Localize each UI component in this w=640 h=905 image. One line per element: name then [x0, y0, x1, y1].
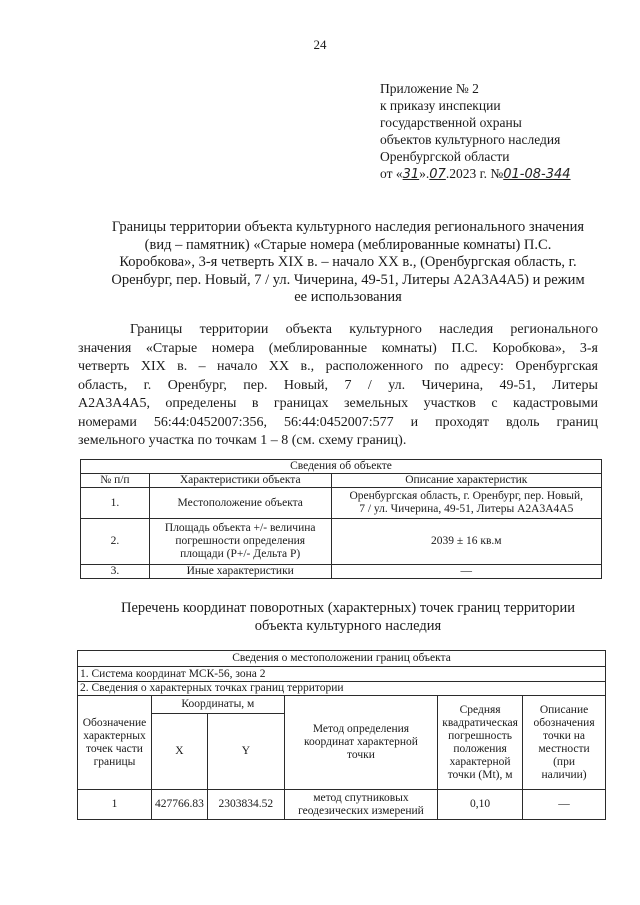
header-error-line: характерной: [449, 755, 511, 768]
word: (меблированные: [268, 340, 368, 356]
coords-title-line-2: объекта культурного наследия: [254, 617, 442, 634]
row-char: Иные характеристики: [149, 565, 331, 579]
word: ул.: [388, 377, 406, 393]
word: 3-я: [579, 340, 598, 356]
header-error-line: Средняя: [459, 703, 501, 716]
word: вдоль: [505, 414, 540, 430]
header-error-line: точки (Mt), м: [447, 768, 513, 781]
header-method-line: Метод определения: [312, 723, 410, 735]
header-coordinates: Координаты, м: [151, 696, 284, 714]
coordinates-table: [77, 650, 606, 820]
row-char-line-1: Площадь объекта +/- величина: [164, 522, 316, 534]
word: объекта: [285, 322, 332, 337]
intro-line-2: [78, 340, 598, 359]
intro-line-1: [78, 321, 598, 340]
header-desc-line: Описание: [539, 703, 589, 716]
word: г.: [143, 377, 152, 393]
handwritten-month: 07: [429, 167, 446, 182]
word: в.: [177, 359, 188, 374]
appendix-line-5: Оренбургской области: [380, 149, 510, 164]
row-desc-line-2: 7 / ул. Чичерина, 49-51, Литеры А2А3А4А5: [359, 503, 574, 515]
intro-line-7: земельного участка по точкам 1 – 8 (см. схему границ).: [78, 433, 407, 448]
coords-system: 1. Система координат МСК-56, зона 2: [78, 667, 606, 682]
word: Оренбург,: [167, 377, 227, 393]
page-number: 24: [313, 37, 327, 52]
coords-title-line-1: Перечень координат поворотных (характерных) точек границ территории: [120, 600, 576, 616]
intro-line-6: [78, 414, 598, 433]
appendix-header: [380, 80, 635, 183]
header-point-line: характерных: [83, 729, 146, 742]
main-title-line-5: ее использования: [294, 289, 402, 305]
cell-method-line-1: метод спутниковых: [313, 791, 409, 804]
word: определены: [165, 396, 237, 411]
header-method: [284, 696, 437, 790]
cell-point: 1: [78, 790, 152, 820]
word: земельных: [344, 396, 409, 411]
header-desc-line: (при: [553, 755, 575, 768]
word: 56:44:0452007:577: [283, 414, 394, 430]
word: четверть: [78, 359, 130, 374]
coords-table-caption: Сведения о местоположении границ объекта: [78, 651, 606, 667]
word: Границы: [130, 322, 183, 337]
row-char: Местоположение объекта: [149, 488, 331, 519]
object-info-table: [80, 459, 602, 579]
intro-line-4: [78, 377, 598, 396]
cell-y: 2303834.52: [207, 790, 284, 820]
row-char: [149, 519, 331, 565]
header-error-line: положения: [453, 742, 507, 755]
appendix-line-1: Приложение № 2: [380, 81, 479, 96]
word: Литеры: [552, 377, 598, 393]
header-error-line: погрешность: [448, 729, 513, 742]
object-table-caption: Сведения об объекте: [81, 460, 602, 474]
word: Чичерина,: [421, 377, 484, 393]
appendix-date-line: [380, 165, 635, 183]
word: в: [251, 396, 259, 411]
word: с: [491, 396, 498, 411]
header-point-designation: [78, 696, 152, 790]
table-row: [78, 790, 606, 820]
word: область,: [78, 377, 128, 393]
appendix-line-4: объектов культурного наследия: [380, 132, 561, 147]
main-title-line-1: Границы территории объекта культурного наследия регионального значения: [111, 219, 585, 235]
word: регионального: [510, 322, 598, 337]
row-char-line-2: погрешности определения: [175, 535, 306, 547]
header-point-line: точек части: [86, 742, 143, 755]
appendix-line-2: к приказу инспекции: [380, 98, 501, 113]
header-error: [438, 696, 523, 790]
row-desc: —: [331, 565, 601, 579]
cell-method: [284, 790, 437, 820]
word: границах: [273, 396, 329, 411]
table-row: [81, 565, 602, 579]
coords-title: [78, 600, 618, 635]
word: пер.: [243, 377, 268, 393]
word: кадастровыми: [512, 396, 598, 411]
word: в.,: [300, 359, 315, 374]
word: значения: [78, 340, 132, 356]
word: и: [410, 414, 419, 430]
word: территории: [199, 322, 269, 337]
row-desc: 2039 ± 16 кв.м: [331, 519, 601, 565]
header-description: [523, 696, 606, 790]
header-desc-line: точки на: [543, 729, 586, 742]
intro-line-3: [78, 358, 598, 377]
cell-x: 427766.83: [151, 790, 207, 820]
date-prefix: от «: [380, 166, 403, 181]
coords-points-caption: 2. Сведения о характерных точках границ территории: [78, 682, 606, 696]
word: П.С.: [451, 340, 478, 356]
row-char-line-3: площади (Р+/- Дельта Р): [180, 548, 301, 560]
header-point-line: границы: [93, 755, 136, 768]
word: Новый,: [283, 377, 329, 393]
word: 49-51,: [499, 377, 536, 393]
word: наследия: [439, 322, 494, 337]
word: XX: [268, 359, 290, 374]
date-sep: ».: [419, 166, 430, 181]
word: культурного: [349, 322, 422, 337]
appendix-line-3: государственной охраны: [380, 115, 522, 130]
word: –: [198, 359, 206, 374]
row-num: 2.: [81, 519, 150, 565]
header-y: Y: [207, 714, 284, 790]
row-num: 3.: [81, 565, 150, 579]
object-table-header-num: № п/п: [81, 474, 150, 488]
header-method-line: точки: [347, 749, 375, 761]
row-desc: [331, 488, 601, 519]
header-error-line: квадратическая: [442, 716, 518, 729]
word: номерами: [78, 414, 137, 430]
word: А2А3А4А5,: [78, 396, 150, 411]
word: 7: [344, 377, 352, 393]
main-title: [78, 219, 618, 307]
word: по: [434, 359, 449, 374]
main-title-line-4: Оренбург, пер. Новый, 7 / ул. Чичерина, 49-51, Литеры А2А3А4А5) и режим: [111, 271, 585, 288]
word: Оренбургская: [515, 359, 598, 374]
object-table-header-desc: Описание характеристик: [331, 474, 601, 488]
word: /: [367, 377, 372, 393]
word: Коробкова»,: [492, 340, 566, 356]
intro-line-5: [78, 395, 598, 414]
header-x: X: [151, 714, 207, 790]
handwritten-day: 31: [402, 167, 420, 182]
word: адресу:: [460, 359, 504, 374]
word: 56:44:0452007:356,: [153, 414, 268, 430]
word: XIX: [140, 359, 166, 374]
main-title-line-2: (вид – памятник) «Старые номера (меблированные комнаты) П.С.: [144, 236, 552, 253]
header-method-line: координат характерной: [304, 736, 418, 748]
word: комнаты): [381, 340, 437, 356]
word: расположенного: [325, 359, 424, 374]
header-desc-line: обозначения: [533, 716, 595, 729]
main-title-line-3: Коробкова», 3-я четверть XIX в. – начало XX в., (Оренбургская область, г.: [119, 254, 577, 270]
cell-error: 0,10: [438, 790, 523, 820]
row-desc-line-1: Оренбургская область, г. Оренбург, пер. Новый,: [349, 490, 584, 502]
date-year: .2023 г. №: [445, 166, 504, 181]
word: участков: [423, 396, 476, 411]
table-row: [81, 488, 602, 519]
cell-method-line-2: геодезических измерений: [298, 804, 424, 817]
word: границ: [556, 414, 598, 430]
cell-desc: —: [523, 790, 606, 820]
table-row: [81, 519, 602, 565]
word: начало: [217, 359, 258, 374]
object-table-header-char: Характеристики объекта: [149, 474, 331, 488]
header-desc-line: наличии): [541, 768, 587, 781]
header-desc-line: местности: [538, 742, 590, 755]
header-point-line: Обозначение: [82, 716, 147, 729]
intro-paragraph: [78, 321, 598, 451]
handwritten-order-number: 01-08-344: [503, 167, 571, 182]
word: номера: [211, 340, 255, 356]
word: проходят: [435, 414, 489, 430]
word: «Старые: [145, 340, 198, 356]
row-num: 1.: [81, 488, 150, 519]
